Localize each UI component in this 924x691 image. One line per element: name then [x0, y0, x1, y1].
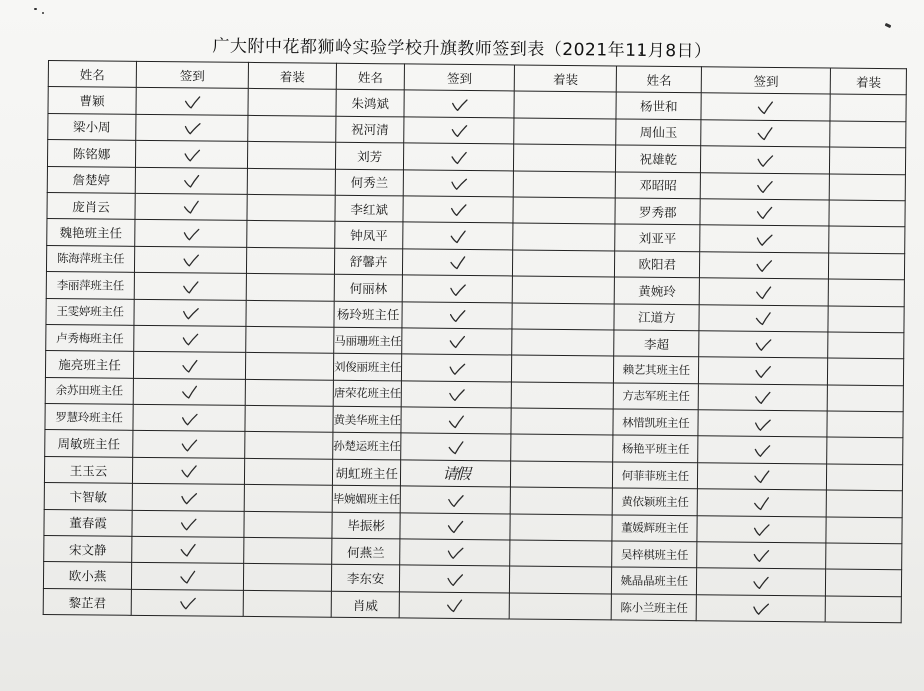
checkmark-icon — [180, 412, 198, 426]
checkmark-icon — [178, 570, 196, 584]
sign-cell — [401, 407, 511, 434]
sign-cell — [136, 88, 248, 115]
dress-cell — [514, 118, 616, 145]
checkmark-icon — [754, 338, 772, 352]
sign-cell — [699, 304, 828, 332]
dress-cell — [829, 226, 905, 253]
dress-cell — [513, 197, 615, 224]
checkmark-icon — [180, 385, 198, 399]
teacher-name: 欧阳君 — [615, 251, 700, 278]
sign-cell — [404, 117, 514, 144]
dress-cell — [248, 115, 336, 142]
sign-cell — [399, 592, 509, 619]
sign-cell — [132, 536, 244, 563]
teacher-name: 陈铭娜 — [47, 140, 135, 167]
sign-cell — [135, 167, 247, 194]
dress-cell — [246, 326, 334, 353]
dress-cell — [510, 540, 612, 567]
column-header-dress: 着装 — [830, 68, 906, 95]
dress-cell — [245, 405, 333, 432]
dress-cell — [512, 276, 614, 303]
teacher-name: 祝雄乾 — [616, 145, 701, 172]
dress-cell — [829, 174, 905, 201]
teacher-name: 卢秀梅班主任 — [46, 324, 134, 351]
sign-cell — [133, 352, 245, 379]
dress-cell — [828, 306, 904, 333]
sign-cell — [401, 433, 511, 460]
teacher-name: 赖艺其班主任 — [614, 356, 699, 383]
checkmark-icon — [447, 414, 465, 428]
sign-in-sheet — [43, 60, 907, 623]
teacher-name: 江道方 — [614, 303, 699, 330]
column-header-name: 姓名 — [616, 66, 701, 93]
sign-cell — [402, 328, 512, 355]
dress-cell — [246, 274, 334, 301]
checkmark-icon — [754, 391, 772, 405]
teacher-name: 刘芳 — [335, 142, 403, 169]
dress-cell — [829, 200, 905, 227]
teacher-name: 吴梓棋班主任 — [612, 541, 697, 568]
checkmark-icon — [754, 365, 772, 379]
dress-cell — [243, 590, 331, 617]
sign-cell — [132, 510, 244, 537]
dress-cell — [512, 302, 614, 329]
checkmark-icon — [757, 101, 775, 115]
sign-cell — [701, 93, 830, 121]
checkmark-icon — [179, 491, 197, 505]
sign-cell — [698, 410, 827, 438]
teacher-name: 舒馨卉 — [334, 248, 402, 275]
sign-cell — [698, 436, 827, 464]
checkmark-icon — [181, 359, 199, 373]
dress-cell — [247, 142, 335, 169]
dress-cell — [246, 247, 334, 274]
teacher-name: 何燕兰 — [332, 538, 400, 565]
checkmark-icon — [445, 599, 463, 613]
checkmark-icon — [181, 280, 199, 294]
sign-cell — [132, 484, 244, 511]
dress-cell — [825, 596, 901, 623]
checkmark-icon — [755, 233, 773, 247]
teacher-name: 黄美华班主任 — [333, 406, 401, 433]
teacher-name: 毕婉媚班主任 — [332, 485, 400, 512]
sign-cell — [134, 246, 246, 273]
teacher-name: 罗慧玲班主任 — [45, 404, 133, 431]
checkmark-icon — [448, 335, 466, 349]
checkmark-icon — [182, 253, 200, 267]
checkmark-icon — [448, 282, 466, 296]
sign-cell — [697, 568, 826, 596]
sign-cell — [403, 196, 513, 223]
checkmark-icon — [179, 465, 197, 479]
teacher-name: 何秀兰 — [335, 169, 403, 196]
dress-cell — [246, 300, 334, 327]
dress-cell — [827, 411, 903, 438]
teacher-name: 邓昭昭 — [615, 172, 700, 199]
teacher-name: 罗秀郡 — [615, 198, 700, 225]
dress-cell — [510, 514, 612, 541]
teacher-name: 魏艳班主任 — [47, 219, 135, 246]
column-header-dress: 着装 — [248, 62, 336, 89]
teacher-name: 曹颖 — [48, 87, 136, 114]
dress-cell — [244, 511, 332, 538]
teacher-name: 钟凤平 — [335, 222, 403, 249]
teacher-name: 董媛辉班主任 — [612, 515, 697, 542]
sign-cell — [400, 539, 510, 566]
teacher-name: 李红斌 — [335, 195, 403, 222]
sign-cell — [700, 225, 829, 253]
teacher-name: 黄婉玲 — [614, 277, 699, 304]
dress-cell — [245, 353, 333, 380]
checkmark-icon — [181, 306, 199, 320]
sign-cell — [696, 595, 825, 623]
teacher-name: 何丽林 — [334, 274, 402, 301]
sign-cell — [699, 357, 828, 385]
teacher-name: 余苏田班主任 — [45, 377, 133, 404]
sign-cell — [404, 143, 514, 170]
sign-cell — [402, 301, 512, 328]
checkmark-icon — [449, 203, 467, 217]
checkmark-icon — [446, 546, 464, 560]
sign-cell — [400, 565, 510, 592]
dress-cell — [512, 355, 614, 382]
sign-cell — [134, 325, 246, 352]
column-header-dress: 着装 — [514, 65, 616, 92]
teacher-name: 李丽萍班主任 — [46, 272, 134, 299]
checkmark-icon — [752, 549, 770, 563]
checkmark-icon — [449, 177, 467, 191]
dress-cell — [245, 432, 333, 459]
dress-cell — [827, 464, 903, 491]
sign-cell — [135, 193, 247, 220]
dress-cell — [248, 89, 336, 116]
sign-cell — [699, 331, 828, 359]
checkmark-icon — [755, 312, 773, 326]
sign-cell — [133, 378, 245, 405]
teacher-name: 詹楚婷 — [47, 166, 135, 193]
dress-cell — [244, 458, 332, 485]
checkmark-icon — [447, 441, 465, 455]
dress-cell — [826, 569, 902, 596]
teacher-name: 林惜凯班主任 — [613, 409, 698, 436]
teacher-name: 方志军班主任 — [613, 383, 698, 410]
dress-cell — [247, 194, 335, 221]
checkmark-icon — [448, 309, 466, 323]
dress-cell — [511, 408, 613, 435]
teacher-name: 梁小周 — [48, 113, 136, 140]
sign-cell — [698, 463, 827, 491]
dress-cell — [511, 434, 613, 461]
teacher-name: 黄依颖班主任 — [612, 488, 697, 515]
checkmark-icon — [446, 520, 464, 534]
column-header-sign: 签到 — [701, 67, 830, 95]
sign-cell — [400, 513, 510, 540]
sign-cell — [135, 141, 247, 168]
checkmark-icon — [183, 95, 201, 109]
sign-cell — [701, 146, 830, 174]
teacher-name: 卞智敏 — [44, 483, 132, 510]
sign-cell — [403, 222, 513, 249]
sign-cell — [697, 515, 826, 543]
sign-cell — [404, 90, 514, 117]
teacher-name: 杨艳平班主任 — [613, 435, 698, 462]
dress-cell — [510, 487, 612, 514]
sign-cell — [701, 120, 830, 148]
teacher-name: 陈海萍班主任 — [46, 245, 134, 272]
dress-cell — [826, 517, 902, 544]
checkmark-icon — [450, 150, 468, 164]
teacher-name: 孙楚运班主任 — [333, 433, 401, 460]
teacher-name: 欧小燕 — [43, 562, 131, 589]
dress-cell — [514, 91, 616, 118]
sign-cell — [133, 431, 245, 458]
teacher-name: 朱鸿斌 — [336, 90, 404, 117]
sign-cell — [131, 589, 243, 616]
dress-cell — [511, 382, 613, 409]
teacher-name: 马丽珊班主任 — [334, 327, 402, 354]
sign-cell — [132, 457, 244, 484]
teacher-name: 王雯婷班主任 — [46, 298, 134, 325]
sign-cell — [402, 354, 512, 381]
teacher-name: 祝河清 — [336, 116, 404, 143]
dress-cell — [830, 94, 906, 121]
teacher-name: 宋文静 — [44, 536, 132, 563]
dress-cell — [514, 144, 616, 171]
checkmark-icon — [182, 227, 200, 241]
checkmark-icon — [179, 517, 197, 531]
dress-cell — [830, 147, 906, 174]
dress-cell — [512, 329, 614, 356]
checkmark-icon — [753, 523, 771, 537]
dress-cell — [513, 223, 615, 250]
teacher-name: 董春霞 — [44, 509, 132, 536]
checkmark-icon — [756, 180, 774, 194]
sign-cell — [136, 114, 248, 141]
dress-cell — [247, 221, 335, 248]
checkmark-icon — [448, 362, 466, 376]
sign-cell — [400, 486, 510, 513]
teacher-name: 周敏班主任 — [45, 430, 133, 457]
teacher-name: 唐荣花班主任 — [333, 380, 401, 407]
checkmark-icon — [753, 444, 771, 458]
sign-cell — [403, 169, 513, 196]
checkmark-icon — [756, 127, 774, 141]
sign-cell — [135, 220, 247, 247]
checkmark-icon — [449, 230, 467, 244]
scan-speck — [42, 12, 44, 14]
checkmark-icon — [180, 438, 198, 452]
dress-cell — [829, 253, 905, 280]
leave-note: 请假 — [442, 464, 469, 484]
checkmark-icon — [182, 201, 200, 215]
teacher-name: 肖威 — [331, 591, 399, 618]
teacher-name: 杨玲班主任 — [334, 301, 402, 328]
page-title: 广大附中花都狮岭实验学校升旗教师签到表（2021年11月8日） — [212, 36, 712, 62]
sign-cell — [401, 381, 511, 408]
sign-cell — [134, 272, 246, 299]
dress-cell — [827, 437, 903, 464]
checkmark-icon — [178, 597, 196, 611]
dress-cell — [511, 461, 613, 488]
teacher-name: 李超 — [614, 330, 699, 357]
checkmark-icon — [753, 470, 771, 484]
sign-cell — [698, 383, 827, 411]
sign-cell — [131, 563, 243, 590]
checkmark-icon — [179, 544, 197, 558]
dress-cell — [828, 358, 904, 385]
teacher-name: 何菲菲班主任 — [613, 462, 698, 489]
dress-cell — [513, 171, 615, 198]
column-header-name: 姓名 — [48, 61, 136, 88]
dress-cell — [244, 485, 332, 512]
checkmark-icon — [183, 122, 201, 136]
dress-cell — [826, 543, 902, 570]
teacher-name: 陈小兰班主任 — [611, 594, 696, 621]
sign-cell — [401, 460, 511, 487]
dress-cell — [826, 490, 902, 517]
teacher-name: 刘亚平 — [615, 224, 700, 251]
sign-cell — [133, 404, 245, 431]
sign-cell — [697, 542, 826, 570]
column-header-sign: 签到 — [136, 61, 248, 88]
sign-in-table — [43, 60, 907, 623]
checkmark-icon — [446, 494, 464, 508]
teacher-name: 姚晶晶班主任 — [612, 567, 697, 594]
sign-cell — [134, 299, 246, 326]
column-header-sign: 签到 — [404, 64, 514, 91]
dress-cell — [828, 279, 904, 306]
sign-cell — [699, 278, 828, 306]
scan-speck — [885, 23, 892, 28]
checkmark-icon — [447, 388, 465, 402]
dress-cell — [510, 566, 612, 593]
checkmark-icon — [450, 124, 468, 138]
sign-cell — [700, 252, 829, 280]
column-header-name: 姓名 — [336, 63, 404, 90]
checkmark-icon — [752, 576, 770, 590]
sign-cell — [403, 249, 513, 276]
sign-cell — [697, 489, 826, 517]
teacher-name: 王玉云 — [44, 456, 132, 483]
teacher-name: 胡虹班主任 — [332, 459, 400, 486]
sign-cell — [700, 172, 829, 200]
table-body — [43, 61, 906, 623]
teacher-name: 周仙玉 — [616, 119, 701, 146]
teacher-name: 毕振彬 — [332, 512, 400, 539]
checkmark-icon — [450, 98, 468, 112]
dress-cell — [244, 537, 332, 564]
dress-cell — [243, 564, 331, 591]
checkmark-icon — [753, 496, 771, 510]
sign-cell — [402, 275, 512, 302]
teacher-name: 庞肖云 — [47, 192, 135, 219]
teacher-name: 李东安 — [331, 565, 399, 592]
dress-cell — [827, 385, 903, 412]
checkmark-icon — [449, 256, 467, 270]
sign-cell — [700, 199, 829, 227]
dress-cell — [830, 121, 906, 148]
checkmark-icon — [756, 206, 774, 220]
dress-cell — [245, 379, 333, 406]
checkmark-icon — [755, 259, 773, 273]
checkmark-icon — [752, 602, 770, 616]
checkmark-icon — [446, 573, 464, 587]
dress-cell — [828, 332, 904, 359]
checkmark-icon — [182, 174, 200, 188]
scan-speck — [34, 8, 37, 10]
teacher-name: 刘俊丽班主任 — [333, 354, 401, 381]
checkmark-icon — [755, 285, 773, 299]
teacher-name: 杨世和 — [616, 92, 701, 119]
teacher-name: 黎芷君 — [43, 588, 131, 615]
checkmark-icon — [181, 333, 199, 347]
checkmark-icon — [754, 417, 772, 431]
dress-cell — [247, 168, 335, 195]
checkmark-icon — [183, 148, 201, 162]
checkmark-icon — [756, 153, 774, 167]
dress-cell — [513, 250, 615, 277]
teacher-name: 施亮班主任 — [45, 351, 133, 378]
dress-cell — [509, 593, 611, 620]
